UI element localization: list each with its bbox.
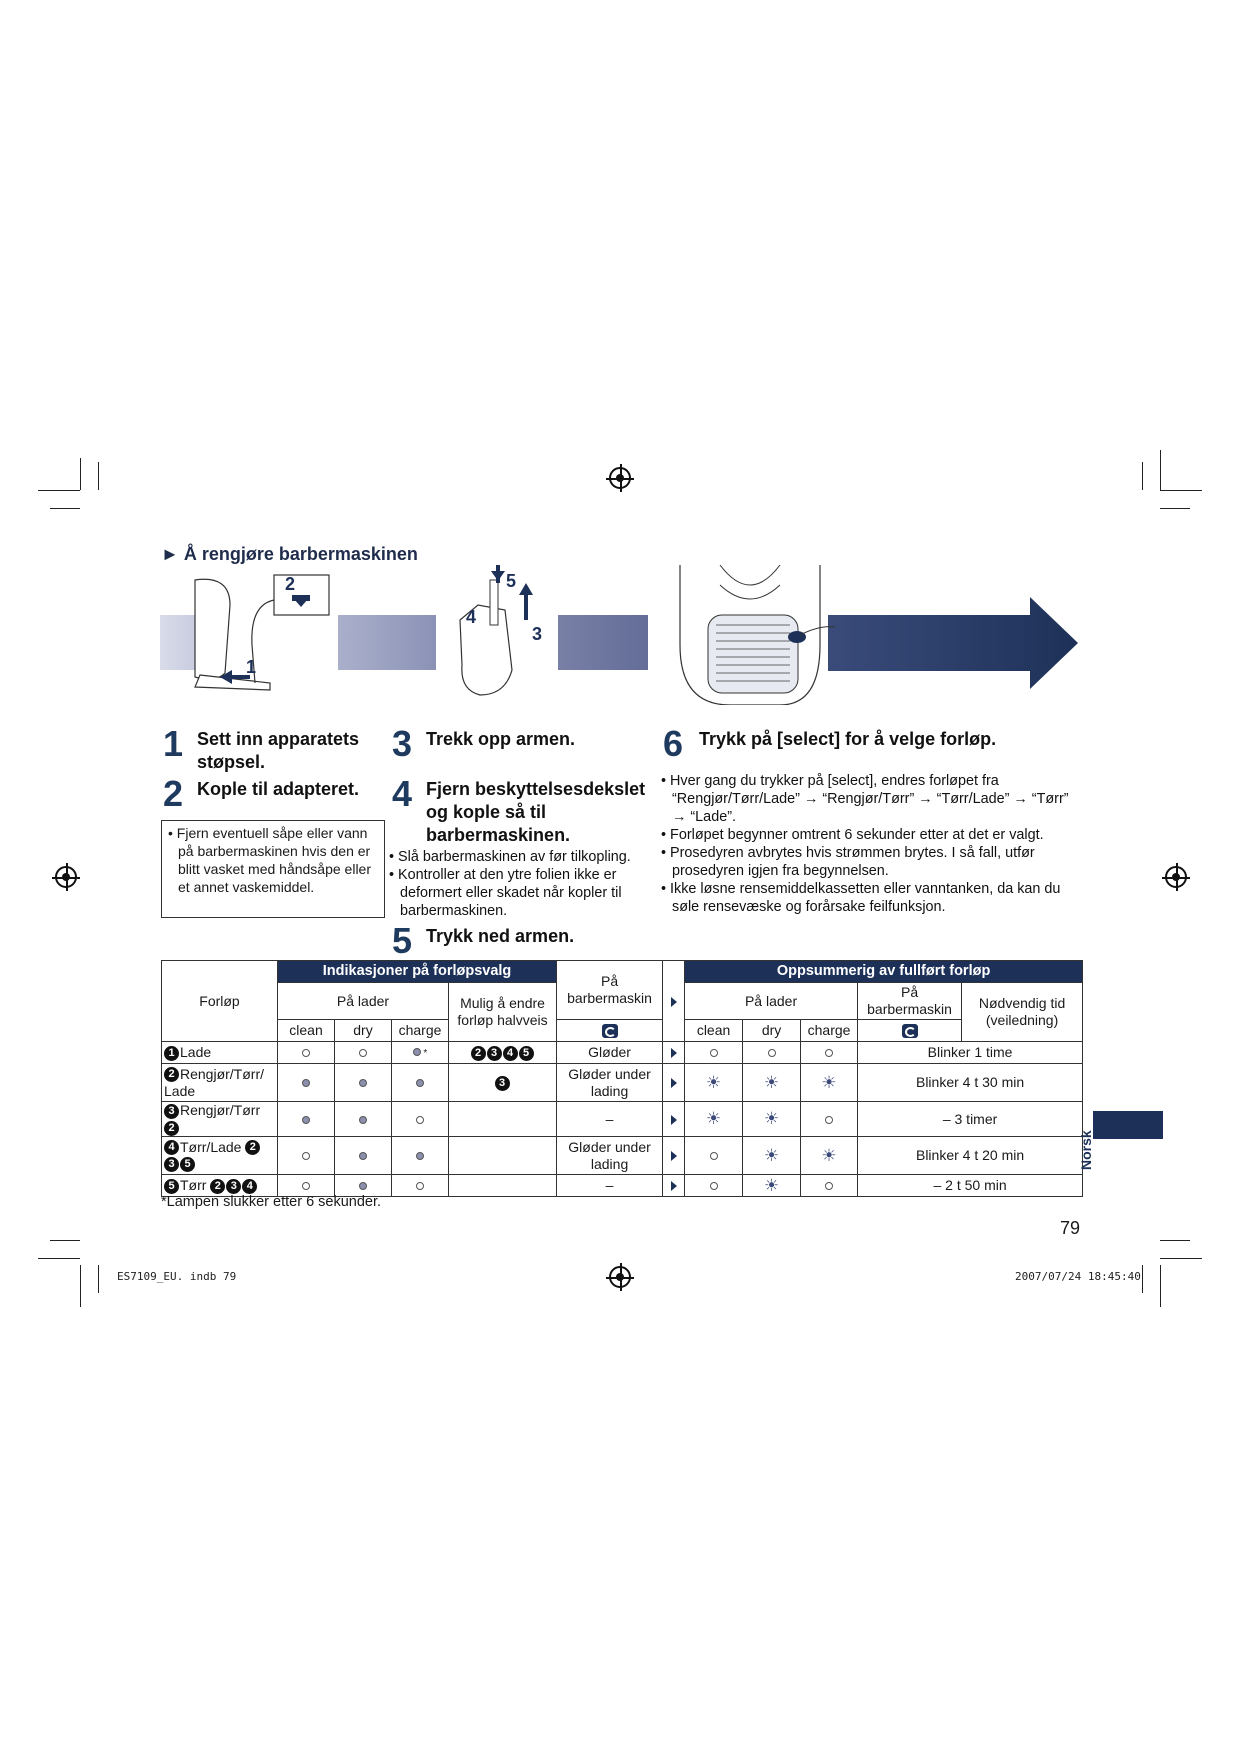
indicator-cell [335,1064,392,1102]
step-3-number: 3 [392,723,413,764]
indicator-cell [743,1064,801,1102]
lamp-off-icon [359,1049,367,1057]
step-number-badge: 5 [164,1179,179,1194]
time-cell: Blinker 1 time [858,1042,1083,1064]
mulig-cell [449,1042,557,1064]
mulig-cell [449,1064,557,1102]
arrow-cell [663,1175,685,1197]
lamp-off-icon [302,1049,310,1057]
registration-mark-bottom [609,1266,631,1288]
figure-label-4: 4 [466,607,477,627]
indicator-cell [392,1137,449,1175]
lamp-off-icon [416,1182,424,1190]
step-5 [392,920,652,961]
step-6-bullet: • Prosedyren avbrytes hvis strømmen brytes. I så fall, utfør prosedyren igjen fra begynnelsen. [661,845,1035,879]
lamp-on-icon [302,1079,310,1087]
clean-mode-icon [602,1024,618,1038]
indicator-cell [685,1102,743,1137]
row-name-text: Tørr/Lade [180,1138,242,1155]
row-name [162,1102,278,1137]
arrow-icon [671,1115,677,1125]
header-pa-lader-2: På lader [685,983,858,1020]
arrow-cell [663,1042,685,1064]
sub-charge: charge [392,1020,449,1042]
figure-label-1: 1 [246,657,257,677]
step-number-badge: 4 [503,1046,518,1061]
side-tab [1093,1111,1163,1139]
indicator-cell [743,1137,801,1175]
step-number-badge: 4 [242,1179,257,1194]
footnote: *Lampen slukker etter 6 sekunder. [161,1194,382,1210]
lamp-off-icon [302,1152,310,1160]
arrow-icon [671,1048,677,1058]
figure-label-3: 3 [532,624,543,644]
indicator-cell [743,1042,801,1064]
step-4-number: 4 [392,773,413,814]
step-6-bullets [661,772,1079,916]
row-name-text: Lade [180,1044,212,1060]
step-2-text: Kople til adapteret. [197,779,360,799]
registration-mark-top [609,467,631,489]
row-name-text: Rengjør/Tørr/ Lade [164,1065,264,1099]
indicator-cell [278,1102,335,1137]
indicator-cell [392,1042,449,1064]
step-4-bullet: • Slå barbermaskinen av før tilkopling. [389,849,631,865]
arrow-icon [671,997,677,1007]
step-6-bullet: • Hver gang du trykker på [select], endres forløpet fra “Rengjør/Tørr/Lade” → “Rengjør/Tørr” → “Tørr/Lade” → “Tørr” → “Lade”. [661,773,1069,825]
header-indikasjoner: Indikasjoner på forløpsvalg [278,961,557,983]
lamp-on-icon [359,1152,367,1160]
step-4-bullets [389,848,654,920]
lamp-on-icon [416,1152,424,1160]
footer-timestamp: 2007/07/24 18:45:40 [1015,1270,1141,1283]
barbermaskin-cell: – [557,1102,663,1137]
lamp-on-icon [416,1079,424,1087]
indicator-cell [278,1064,335,1102]
blink-icon: ☀ [763,1145,780,1165]
step-number-badge: 5 [519,1046,534,1061]
program-table [161,960,1083,1197]
barbermaskin-cell: Gløder under lading [557,1137,663,1175]
sub-clean-2: clean [685,1020,743,1042]
clean-mode-icon [902,1024,918,1038]
step-number-badge: 3 [226,1179,241,1194]
time-cell: Blinker 4 t 30 min [858,1064,1083,1102]
step-5-number: 5 [392,920,413,961]
lamp-off-icon [416,1116,424,1124]
arrow-cell [663,1064,685,1102]
cleaning-illustration [160,565,1080,705]
row-name [162,1137,278,1175]
barbermaskin-cell: – [557,1175,663,1197]
arrow-cell [663,1102,685,1137]
sub-clean: clean [278,1020,335,1042]
indicator-cell [743,1102,801,1137]
figure-label-5: 5 [506,571,517,591]
table-row [162,1042,1083,1064]
asterisk: * [420,1048,428,1059]
arrow-column [663,961,685,1042]
step-number-badge: 1 [164,1046,179,1061]
indicator-cell [335,1042,392,1064]
lamp-off-icon [710,1152,718,1160]
step-6-bullet: • Ikke løsne rensemiddelkassetten eller vanntanken, da kan du søle rensevæske og forårsake feilfunksjon. [661,881,1061,915]
arrow-icon [671,1181,677,1191]
indicator-cell [743,1175,801,1197]
indicator-cell [685,1042,743,1064]
row-name [162,1064,278,1102]
step-6-bullet: • Forløpet begynner omtrent 6 sekunder etter at det er valgt. [661,827,1044,843]
arrow-icon [671,1078,677,1088]
step-number-badge: 3 [164,1104,179,1119]
step-1-number: 1 [163,723,184,764]
lamp-off-icon [302,1182,310,1190]
step-number-badge: 2 [164,1121,179,1136]
lamp-off-icon [825,1049,833,1057]
step-1-text: Sett inn apparatets støpsel. [197,729,360,772]
indicator-cell [801,1064,858,1102]
time-cell: – 3 timer [858,1102,1083,1137]
blink-icon: ☀ [821,1072,837,1092]
sub-dry-2: dry [743,1020,801,1042]
registration-mark-left [55,866,77,888]
indicator-cell [335,1102,392,1137]
lamp-on-icon [359,1182,367,1190]
indicator-cell [685,1064,743,1102]
clean-icon-cell-2 [858,1020,962,1042]
mulig-cell [449,1175,557,1197]
step-4 [392,773,657,847]
lamp-off-icon [825,1116,833,1124]
header-pa-lader-1: På lader [278,983,449,1020]
step-2-number: 2 [163,773,184,814]
clean-icon-cell [557,1020,663,1042]
lamp-off-icon [825,1182,833,1190]
step-number-badge: 2 [245,1140,260,1155]
indicator-cell [392,1175,449,1197]
step-number-badge: 3 [495,1076,510,1091]
figure-label-2: 2 [285,574,296,594]
lamp-on-icon [413,1048,421,1056]
blink-icon: ☀ [763,1175,780,1195]
sub-dry: dry [335,1020,392,1042]
step-number-badge: 2 [164,1067,179,1082]
step-4-bullet: • Kontroller at den ytre folien ikke er deformert eller skadet når kopler til barbermaskinen. [389,867,622,919]
table-row [162,1137,1083,1175]
row-name-text: Tørr [180,1177,207,1193]
table-row [162,1102,1083,1137]
step-3-text: Trekk opp armen. [426,729,576,749]
indicator-cell [801,1042,858,1064]
lamp-off-icon [710,1182,718,1190]
footer-file: ES7109_EU. indb 79 [117,1270,237,1283]
indicator-cell [278,1042,335,1064]
step-2-note-text: • Fjern eventuell såpe eller vann på barbermaskinen hvis den er blitt vasket med håndsåpe eller et annet vaskemiddel. [168,825,371,895]
header-oppsummering: Oppsummerig av fullført forløp [685,961,1083,983]
blink-icon: ☀ [705,1109,722,1128]
arrow-cell [663,1137,685,1175]
barbermaskin-cell: Gløder under lading [557,1064,663,1102]
row-name-text: Rengjør/Tørr [180,1102,261,1118]
indicator-cell [392,1102,449,1137]
mulig-cell [449,1137,557,1175]
step-number-badge: 2 [210,1179,225,1194]
lamp-on-icon [359,1116,367,1124]
step-6 [663,723,1083,764]
step-2-note [161,820,385,918]
lamp-off-icon [710,1049,718,1057]
header-pa-barbermaskin-1: På barbermaskin [557,961,663,1020]
header-nodvendig-tid: Nødvendig tid (veiledning) [962,983,1083,1042]
time-cell: – 2 t 50 min [858,1175,1083,1197]
registration-mark-right [1165,866,1187,888]
step-number-badge: 3 [487,1046,502,1061]
indicator-cell [392,1064,449,1102]
blink-icon: ☀ [705,1072,722,1092]
step-number-badge: 2 [471,1046,486,1061]
step-4-text: Fjern beskyttelsesdekslet og kople så til barbermaskinen. [426,779,646,845]
step-number-badge: 4 [164,1140,179,1155]
language-label: Norsk [1078,1130,1094,1170]
blink-icon: ☀ [821,1145,837,1165]
step-5-text: Trykk ned armen. [426,926,575,946]
indicator-cell [801,1137,858,1175]
indicator-cell [801,1102,858,1137]
step-number-badge: 3 [164,1157,179,1172]
step-6-text: Trykk på [select] for å velge forløp. [699,729,997,749]
step-3 [392,723,652,764]
mulig-cell [449,1102,557,1137]
header-forlop: Forløp [162,961,278,1042]
lamp-on-icon [302,1116,310,1124]
blink-icon: ☀ [763,1072,780,1092]
indicator-cell [801,1175,858,1197]
lamp-off-icon [768,1049,776,1057]
step-6-number: 6 [663,723,684,764]
step-2 [163,773,383,814]
arrow-icon [671,1151,677,1161]
time-cell: Blinker 4 t 20 min [858,1137,1083,1175]
lamp-on-icon [359,1079,367,1087]
step-number-badge: 5 [180,1157,195,1172]
sub-charge-2: charge [801,1020,858,1042]
indicator-cell [685,1137,743,1175]
indicator-cell [685,1175,743,1197]
page-number: 79 [1060,1218,1081,1238]
header-mulig: Mulig å endre forløp halvveis [449,983,557,1042]
section-title: ► Å rengjøre barbermaskinen [161,544,418,564]
barbermaskin-cell: Gløder [557,1042,663,1064]
row-name [162,1042,278,1064]
step-1 [163,723,383,774]
table-row [162,1064,1083,1102]
blink-icon: ☀ [763,1109,780,1128]
header-pa-barbermaskin-2: På barbermaskin [858,983,962,1020]
indicator-cell [335,1137,392,1175]
indicator-cell [278,1137,335,1175]
